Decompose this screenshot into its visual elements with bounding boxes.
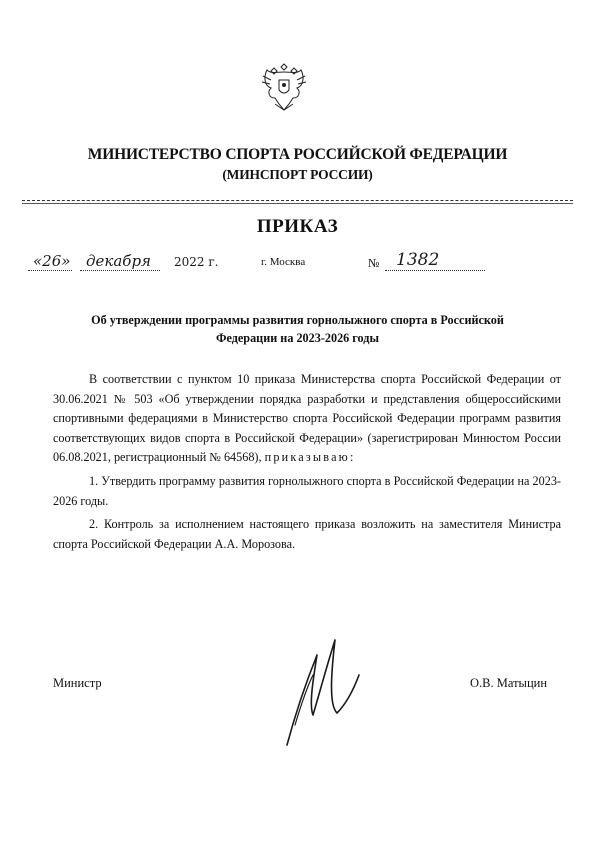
order-item-1: 1. Утвердить программу развития горнолыжного спорта в Российской Федерации на 2023-2026 годы. bbox=[53, 473, 561, 508]
preamble-paragraph bbox=[53, 370, 561, 468]
order-year: 2022 г. bbox=[174, 255, 219, 269]
number-sign: № bbox=[368, 256, 380, 270]
month-underline bbox=[80, 270, 160, 271]
document-type: ПРИКАЗ bbox=[256, 216, 339, 237]
order-month: декабря bbox=[86, 252, 151, 270]
number-underline bbox=[385, 270, 485, 271]
order-word: приказываю: bbox=[264, 450, 356, 465]
order-city: г. Москва bbox=[261, 256, 306, 268]
order-body bbox=[53, 370, 561, 554]
ministry-short-name: (МИНСПОРТ РОССИИ) bbox=[222, 167, 373, 182]
signer-name: О.В. Матыцин bbox=[470, 676, 548, 690]
header-divider-secondary bbox=[22, 203, 573, 204]
order-day: «26» bbox=[33, 252, 71, 270]
ministry-name: МИНИСТЕРСТВО СПОРТА РОССИЙСКОЙ ФЕДЕРАЦИИ bbox=[87, 146, 508, 163]
order-meta-row bbox=[0, 250, 595, 280]
russian-coat-of-arms-icon bbox=[257, 58, 311, 114]
preamble-text: В соответствии с пунктом 10 приказа Министерства спорта Российской Федерации от 30.06.2021 № 503 «Об утверждении порядка разработки и представления общероссийскими спортивными федерациями в Министерство спорта Российской Федерации программ развития соответствующих видов спорта в Российской Федерации» (зарегистрирован Минюстом России 06.08.2021, регистрационный № 64568), bbox=[53, 372, 561, 465]
order-item-2: 2. Контроль за исполнением настоящего приказа возложить на заместителя Министра спорта Российской Федерации А.А. Морозова. bbox=[53, 517, 561, 551]
day-underline bbox=[28, 270, 72, 271]
order-number: 1382 bbox=[396, 250, 440, 270]
order-subject: Об утверждении программы развития горнолыжного спорта в Российской Федерации на 2023-2026 годы bbox=[91, 313, 504, 345]
signer-position: Министр bbox=[53, 676, 102, 690]
header-divider bbox=[22, 200, 573, 201]
handwritten-signature-icon bbox=[265, 635, 365, 750]
